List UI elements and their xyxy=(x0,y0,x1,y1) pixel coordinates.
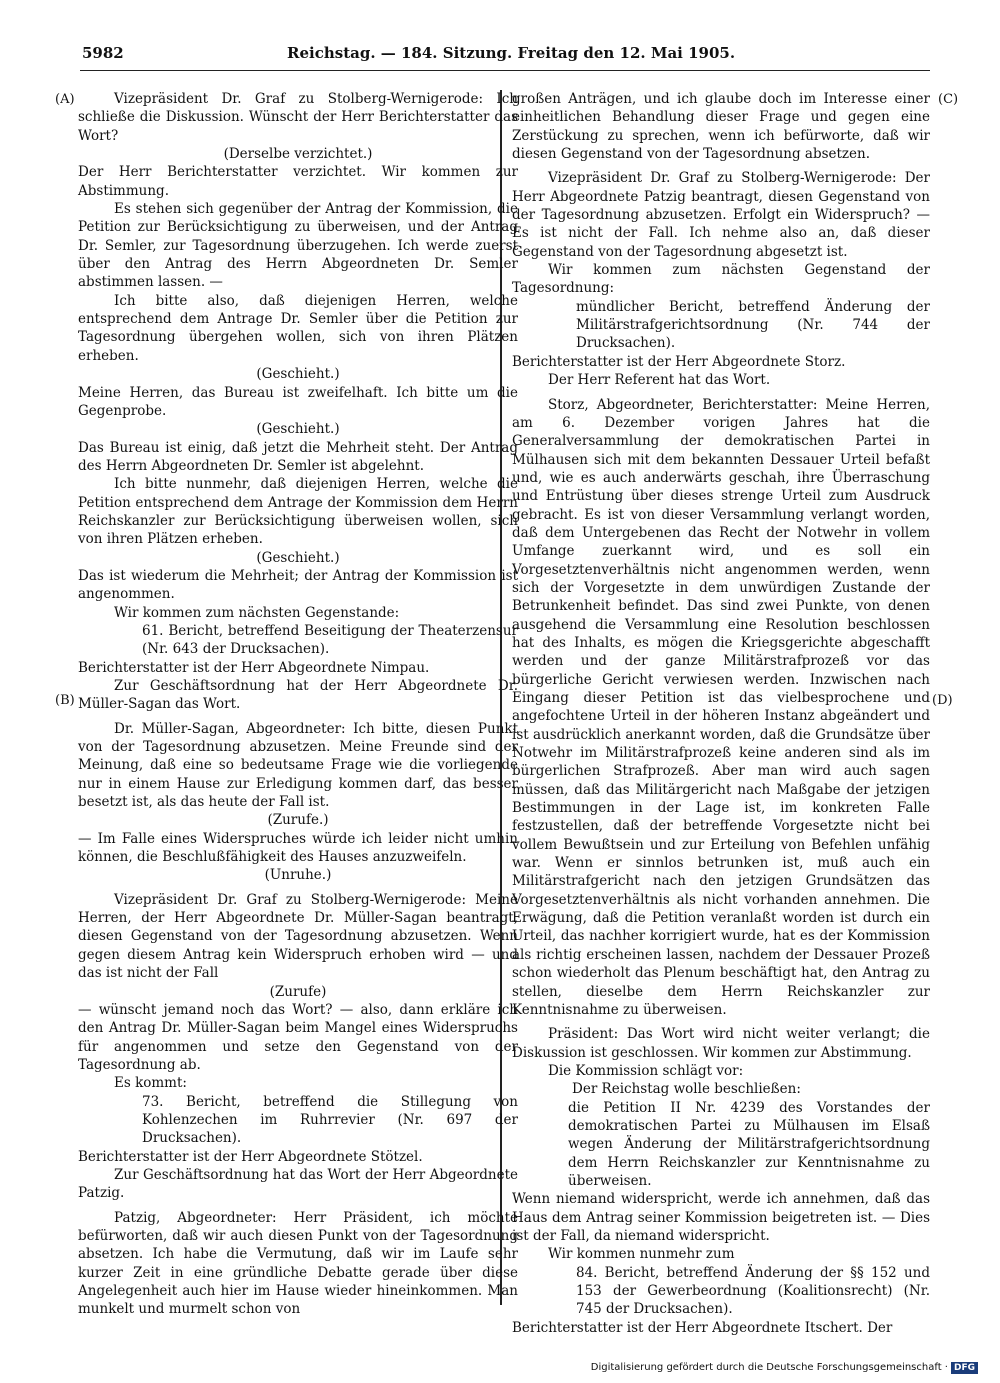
paragraph: Berichterstatter ist der Herr Abgeordnete Itschert. Der xyxy=(512,1319,893,1336)
stage-direction: (Zurufe) xyxy=(269,983,327,1000)
paragraph: Wir kommen zum nächsten Gegenstande: xyxy=(114,604,400,621)
stage-direction: (Derselbe verzichtet.) xyxy=(223,146,373,163)
stage-direction: (Unruhe.) xyxy=(264,867,332,884)
agenda-item: mündlicher Bericht, betreffend Änderung der Militärstrafgerichtsordnung (Nr. 744 der Drucksachen). xyxy=(576,298,930,352)
paragraph: Der Herr Berichterstatter verzichtet. Wir kommen zur Abstimmung. xyxy=(78,164,518,199)
paragraph: Wir kommen zum nächsten Gegenstand der Tagesordnung: xyxy=(512,262,930,297)
paragraph: großen Anträgen, und ich glaube doch im Interesse einer einheitlichen Behandlung dieser Frage und gegen eine Zerstückung zu sprechen, wenn ich befürworte, daß wir diesen Gegenstand von der Tagesordnung absetzen. xyxy=(512,91,930,163)
paragraph: Ich bitte also, daß diejenigen Herren, welche entsprechend dem Antrage Dr. Semler über die Petition zur Tagesordnung übergehen wollen, sich von ihren Plätzen erheben. xyxy=(78,292,518,364)
paragraph: Vizepräsident Dr. Graf zu Stolberg-Wernigerode: Ich schließe die Diskussion. Wünscht der Herr Berichterstatter das Wort? xyxy=(78,91,518,144)
paragraph: Zur Geschäftsordnung hat der Herr Abgeordnete Dr. Müller-Sagan das Wort. xyxy=(78,678,518,713)
margin-marker-c: (C) xyxy=(938,92,959,107)
paragraph: Der Herr Referent hat das Wort. xyxy=(548,372,771,389)
paragraph: Zur Geschäftsordnung hat das Wort der Herr Abgeordnete Patzig. xyxy=(78,1166,518,1202)
stage-direction: (Geschieht.) xyxy=(256,421,340,438)
right-column xyxy=(512,90,930,1337)
page-header xyxy=(82,44,930,68)
stage-direction: (Geschieht.) xyxy=(256,366,340,383)
stage-direction: (Geschieht.) xyxy=(256,549,340,566)
paragraph: — Im Falle eines Widerspruches würde ich leider nicht umhin können, die Beschlußfähigkeit des Hauses anzuzweifeln. xyxy=(78,830,518,866)
paragraph: Es stehen sich gegenüber der Antrag der Kommission, die Petition zur Berücksichtigung zu überweisen, und der Antrag Dr. Semler, zur Tagesordnung überzugehen. Ich werde zuerst über den Antrag des Herrn Abgeordneten Dr. Semler abstimmen lassen. — xyxy=(78,201,518,291)
paragraph: Vizepräsident Dr. Graf zu Stolberg-Wernigerode: Meine Herren, der Herr Abgeordnete Dr. Müller-Sagan beantragt, diesen Gegenstand von der Tagesordnung abzusetzen. Wenn gegen diesem Antrag kein Widerspruch erhoben wird — und das ist nicht der Fall xyxy=(78,891,518,982)
running-title: Reichstag. — 184. Sitzung. Freitag den 12. Mai 1905. xyxy=(287,44,736,62)
paragraph: Vizepräsident Dr. Graf zu Stolberg-Wernigerode: Der Herr Abgeordnete Patzig beantragt, diesen Gegenstand von der Tagesordnung abzusetzen. Erfolgt ein Widerspruch? — Es ist nicht der Fall. Ich nehme also an, daß dieser Gegenstand von der Tagesordnung abgesetzt ist. xyxy=(512,170,930,260)
agenda-item: 84. Bericht, betreffend Änderung der §§ 152 und 153 der Gewerbeordnung (Koalitionsrecht) (Nr. 745 der Drucksachen). xyxy=(576,1264,930,1318)
agenda-item: 73. Bericht, betreffend die Stillegung von Kohlenzechen im Ruhrrevier (Nr. 697 der Drucksachen). xyxy=(142,1093,518,1147)
margin-marker-a: (A) xyxy=(55,92,75,107)
footer-credit xyxy=(591,1362,978,1374)
paragraph: Die Kommission schlägt vor: xyxy=(548,1062,744,1079)
footer-text: Digitalisierung gefördert durch die Deutsche Forschungsgemeinschaft · xyxy=(590,1362,948,1373)
paragraph: Berichterstatter ist der Herr Abgeordnete Nimpau. xyxy=(78,659,430,676)
margin-marker-d: (D) xyxy=(932,693,953,708)
resolution-heading: Der Reichstag wolle beschließen: xyxy=(572,1081,801,1098)
page-number: 5982 xyxy=(82,44,124,62)
header-rule xyxy=(80,70,930,71)
paragraph: Wenn niemand widerspricht, werde ich annehmen, daß das Haus dem Antrag seiner Kommission beigetreten ist. — Dies ist der Fall, da niemand widerspricht. xyxy=(512,1191,930,1244)
left-column xyxy=(78,90,518,1319)
agenda-item: 61. Bericht, betreffend Beseitigung der Theaterzensur (Nr. 643 der Drucksachen). xyxy=(142,622,518,658)
paragraph: Storz, Abgeordneter, Berichterstatter: Meine Herren, am 6. Dezember vorigen Jahres hat die Generalversammlung der demokratischen Partei in Mülhausen sich mit dem bekannten Dessauer Urteil befaßt und, wie es auch anderwärts geschah, ihre Überraschung und Entrüstung über dieses strenge Urteil zum Ausdruck gebracht. Es ist von dieser Versammlung verlangt worden, daß dem Untergebenen das Recht der Notwehr in vollem Umfange zuerkannt wird, und es soll ein Vorgesetztenverhältnis nicht angenommen werden, wenn sich der Vorgesetzte in dem unwürdigen Zustande der Betrunkenheit befindet. Das sind zwei Punkte, von denen ausgehend die Versammlung eine Resolution beschlossen hat des Inhalts, es mögen die Kriegsgerichte abgeschafft werden und der ganze Militärstrafprozeß vor das bürgerliche Gericht verwiesen werden. Inzwischen nach Eingang dieser Petition ist das vielbesprochene und angefochtene Urteil in der höheren Instanz abgeändert und ist ausdrücklich anerkannt worden, daß die Grundsätze über Notwehr im Militärstrafprozeß keine anderen sind als im bürgerlichen Strafprozeß. Aber man wird auch sagen müssen, daß das Militärgericht nach Maßgabe der jetzigen Bestimmungen in der Lage ist, im konkreten Falle festzustellen, daß der betreffende Vorgesetzte nicht bei vollem Bewußtsein und zur Erteilung von Befehlen unfähig war. Wenn er sinnlos betrunken ist, muß auch ein Militärstrafgericht nach den jetzigen Grundsätzen das Vorgesetztenverhältnis als nicht vorhanden annehmen. Die Erwägung, daß die Petition veranlaßt worden ist durch ein Urteil, das nachher korrigiert wurde, hat es der Kommission als richtig erscheinen lassen, nachdem der Dessauer Prozeß schon wiederholt das Plenum beschäftigt hat, den Antrag zu stellen, dieselbe dem Herrn Reichskanzler zur Kenntnisnahme zu überweisen. xyxy=(512,396,930,1018)
paragraph: Patzig, Abgeordneter: Herr Präsident, ich möchte befürworten, daß wir auch diesen Punkt von der Tagesordnung absetzen. Ich habe die Vermutung, daß wir im Laufe sehr kurzer Zeit in eine gründliche Debatte gerade über diese Angelegenheit auch hier im Hause wieder hineinkommen. Man munkelt und murmelt schon von xyxy=(78,1209,518,1318)
dfg-logo: DFG xyxy=(951,1362,978,1374)
paragraph: Wir kommen nunmehr zum xyxy=(548,1246,735,1263)
paragraph: Das Bureau ist einig, daß jetzt die Mehrheit steht. Der Antrag des Herrn Abgeordneten Dr. Semler ist abgelehnt. xyxy=(78,439,518,474)
paragraph: Es kommt: xyxy=(114,1075,187,1092)
paragraph: Ich bitte nunmehr, daß diejenigen Herren, welche die Petition entsprechend dem Antrage der Kommission dem Herrn Reichskanzler zur Berücksichtigung überweisen wollen, sich von ihren Plätzen erheben. xyxy=(78,476,518,548)
resolution-text: die Petition II Nr. 4239 des Vorstandes der demokratischen Partei zu Mülhausen im Elsaß wegen Änderung der Militärstrafgerichtsordnung dem Herrn Reichskanzler zur Kenntnisnahme zu überweisen. xyxy=(568,1099,930,1189)
margin-marker-b: (B) xyxy=(55,693,75,708)
stage-direction: (Zurufe.) xyxy=(267,812,329,829)
paragraph: Dr. Müller-Sagan, Abgeordneter: Ich bitte, diesen Punkt von der Tagesordnung abzusetzen. Meine Freunde sind der Meinung, daß eine so bedeutsame Frage wie die vorliegende nur in einem Hause zur Erledigung kommen darf, das besser besetzt ist, als das heute der Fall ist. xyxy=(78,720,518,811)
paragraph: Meine Herren, das Bureau ist zweifelhaft. Ich bitte um die Gegenprobe. xyxy=(78,384,518,419)
paragraph: — wünscht jemand noch das Wort? — also, dann erkläre ich den Antrag Dr. Müller-Sagan beim Mangel eines Widerspruchs für angenommen und setze den Gegenstand von der Tagesordnung ab. xyxy=(78,1001,518,1073)
paragraph: Berichterstatter ist der Herr Abgeordnete Storz. xyxy=(512,353,846,370)
paragraph: Berichterstatter ist der Herr Abgeordnete Stötzel. xyxy=(78,1148,423,1165)
paragraph: Präsident: Das Wort wird nicht weiter verlangt; die Diskussion ist geschlossen. Wir kommen zur Abstimmung. xyxy=(512,1026,930,1061)
paragraph: Das ist wiederum die Mehrheit; der Antrag der Kommission ist angenommen. xyxy=(78,567,518,603)
